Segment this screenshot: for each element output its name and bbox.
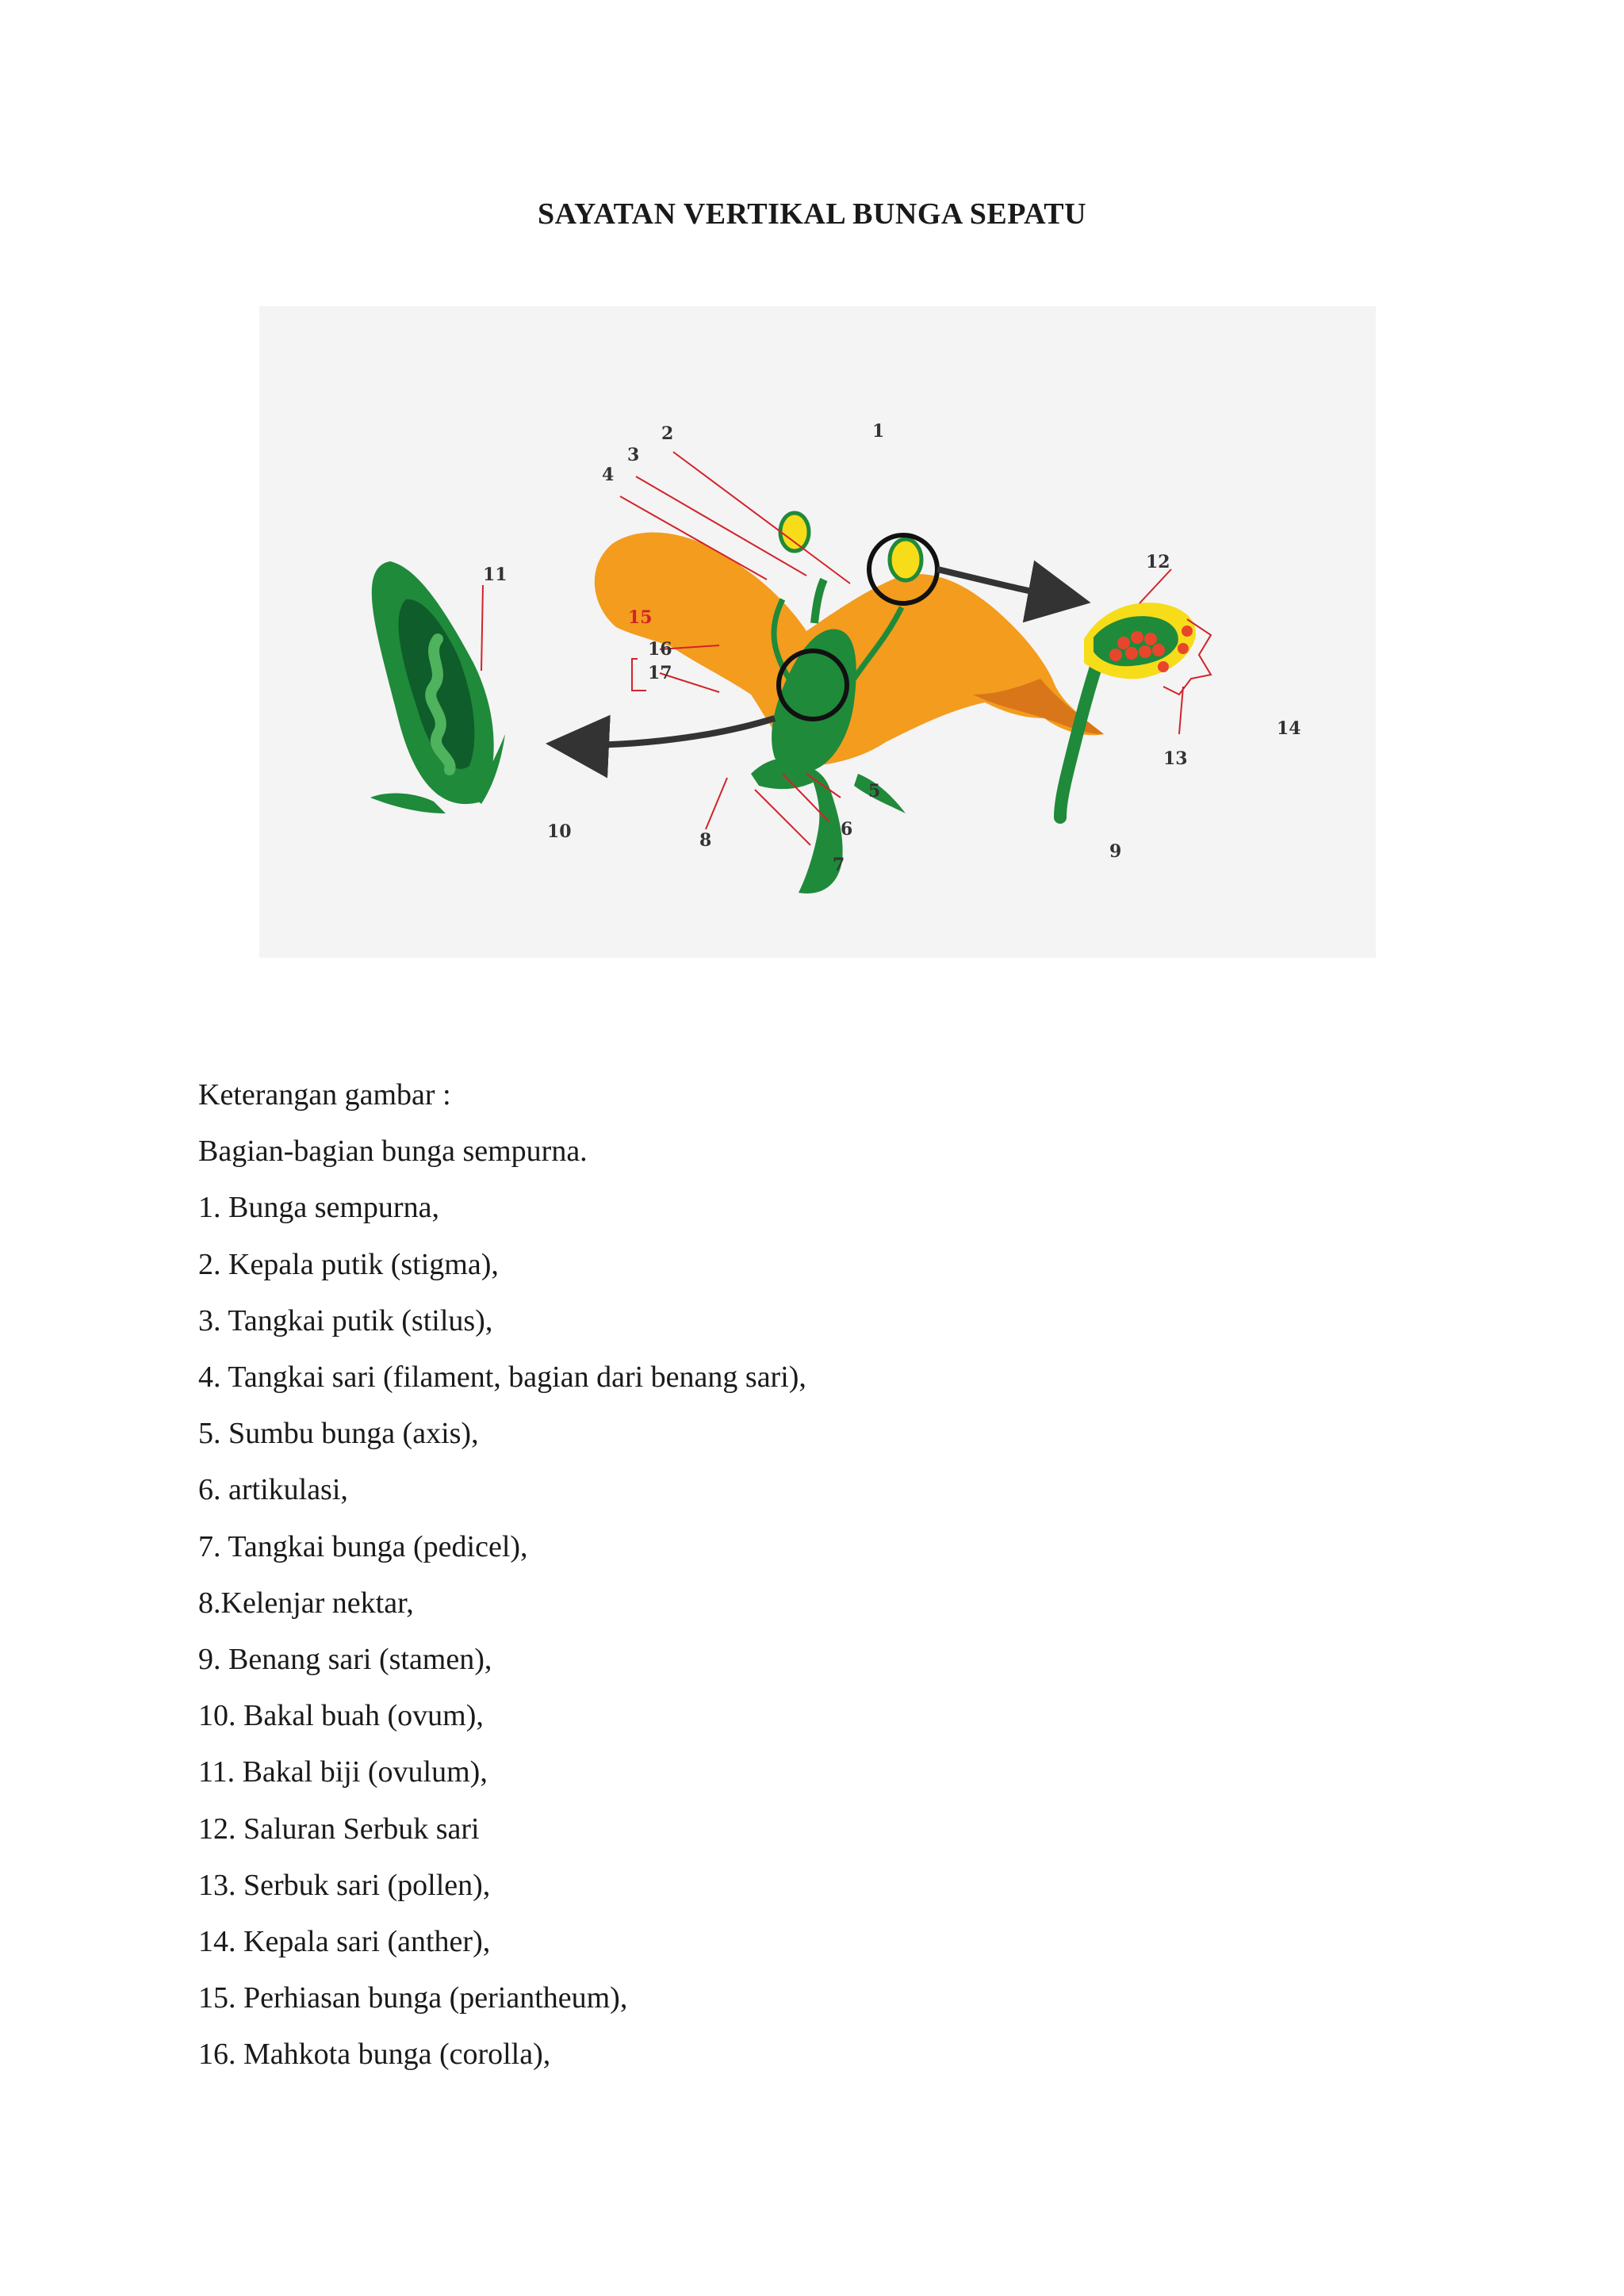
label-14: 14	[1277, 718, 1301, 739]
legend-item: 11. Bakal biji (ovulum),	[198, 1755, 488, 1789]
label-3: 3	[627, 445, 640, 465]
flower-illustration	[259, 306, 1376, 958]
legend-subheading: Bagian-bagian bunga sempurna.	[198, 1135, 588, 1169]
label-2: 2	[661, 423, 674, 444]
legend-item: 14. Kepala sari (anther),	[198, 1925, 491, 1959]
legend-item: 3. Tangkai putik (stilus),	[198, 1303, 493, 1337]
legend-item: 15. Perhiasan bunga (periantheum),	[198, 1981, 628, 2015]
label-5: 5	[868, 781, 881, 802]
ovary-cross-section	[370, 561, 505, 813]
label-12: 12	[1146, 552, 1170, 572]
legend-item: 16. Mahkota bunga (corolla),	[198, 2038, 551, 2072]
label-13: 13	[1163, 748, 1188, 769]
legend-item: 8.Kelenjar nektar,	[198, 1586, 414, 1620]
label-10: 10	[547, 821, 572, 842]
label-1: 1	[872, 421, 885, 442]
legend-item: 2. Kepala putik (stigma),	[198, 1247, 499, 1281]
label-11: 11	[483, 564, 508, 585]
label-4: 4	[602, 465, 615, 485]
legend-item: 6. artikulasi,	[198, 1473, 348, 1507]
legend-item: 7. Tangkai bunga (pedicel),	[198, 1529, 528, 1563]
page-title: SAYATAN VERTIKAL BUNGA SEPATU	[537, 197, 1087, 231]
legend-item: 4. Tangkai sari (filament, bagian dari benang sari),	[198, 1360, 806, 1395]
legend-item: 5. Sumbu bunga (axis),	[198, 1417, 479, 1451]
legend-item: 10. Bakal buah (ovum),	[198, 1699, 484, 1733]
legend	[198, 1067, 806, 2084]
label-15: 15	[628, 607, 653, 628]
stamen-detail	[1060, 603, 1211, 817]
legend-item: 12. Saluran Serbuk sari	[198, 1812, 480, 1846]
legend-item: 9. Benang sari (stamen),	[198, 1643, 492, 1677]
label-8: 8	[699, 830, 712, 851]
legend-item: 1. Bunga sempurna,	[198, 1191, 439, 1225]
label-17: 17	[648, 663, 672, 683]
flower-diagram	[259, 306, 1376, 958]
legend-heading: Keterangan gambar :	[198, 1078, 451, 1112]
label-16: 16	[648, 639, 672, 660]
legend-item: 13. Serbuk sari (pollen),	[198, 1868, 491, 1902]
label-9: 9	[1109, 841, 1122, 862]
label-6: 6	[841, 819, 853, 840]
label-7: 7	[833, 855, 845, 875]
